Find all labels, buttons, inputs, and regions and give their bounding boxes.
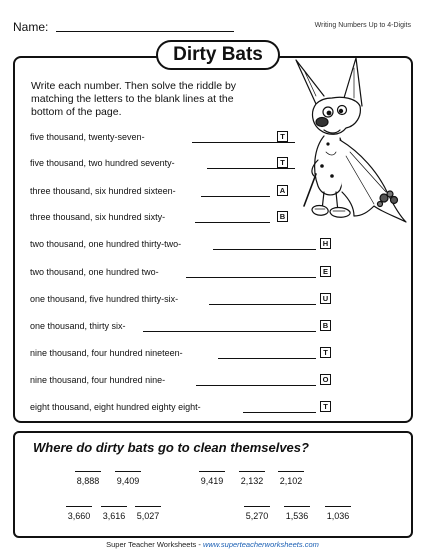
problem-text: five thousand, two hundred seventy- xyxy=(30,158,175,168)
answer-blank[interactable] xyxy=(243,412,316,413)
answer-number: 1,536 xyxy=(285,511,309,521)
answer-blank[interactable] xyxy=(192,142,295,143)
problem-text: nine thousand, four hundred nine- xyxy=(30,375,166,385)
answer-number: 2,132 xyxy=(240,476,264,486)
riddle-answer-slot[interactable] xyxy=(275,471,307,486)
riddle-answer-slot[interactable] xyxy=(112,471,144,486)
answer-line xyxy=(278,471,304,472)
answer-line xyxy=(239,471,265,472)
letter-box: H xyxy=(320,238,331,249)
problem-text: three thousand, six hundred sixteen- xyxy=(30,186,176,196)
riddle-answer-slot[interactable] xyxy=(322,506,354,521)
problem-text: two thousand, one hundred thirty-two- xyxy=(30,239,182,249)
answer-line xyxy=(101,506,127,507)
answer-blank[interactable] xyxy=(186,277,316,278)
footer-separator: - xyxy=(196,540,203,549)
answer-line xyxy=(325,506,351,507)
answer-blank[interactable] xyxy=(218,358,316,359)
footer xyxy=(0,540,425,549)
problem-text: five thousand, twenty-seven- xyxy=(30,132,145,142)
letter-box: B xyxy=(277,211,288,222)
answer-number: 3,660 xyxy=(67,511,91,521)
answer-line xyxy=(199,471,225,472)
riddle-answer-slot[interactable] xyxy=(236,471,268,486)
problem-text: two thousand, one hundred two- xyxy=(30,267,159,277)
problem-text: nine thousand, four hundred nineteen- xyxy=(30,348,183,358)
answer-number: 9,409 xyxy=(116,476,140,486)
letter-box: O xyxy=(320,374,331,385)
problem-text: three thousand, six hundred sixty- xyxy=(30,212,166,222)
letter-box: B xyxy=(320,320,331,331)
worksheet-title: Dirty Bats xyxy=(156,40,280,70)
problem-text: one thousand, five hundred thirty-six- xyxy=(30,294,179,304)
answer-line xyxy=(66,506,92,507)
answer-number: 5,270 xyxy=(245,511,269,521)
answer-line xyxy=(135,506,161,507)
answer-number: 1,036 xyxy=(326,511,350,521)
answer-number: 8,888 xyxy=(76,476,100,486)
riddle-answer-slot[interactable] xyxy=(132,506,164,521)
riddle-answer-slot[interactable] xyxy=(281,506,313,521)
answer-blank[interactable] xyxy=(143,331,316,332)
answer-line xyxy=(244,506,270,507)
answer-number: 5,027 xyxy=(136,511,160,521)
answer-line xyxy=(115,471,141,472)
riddle-answer-slot[interactable] xyxy=(196,471,228,486)
bat-illustration xyxy=(282,56,410,234)
letter-box: T xyxy=(320,401,331,412)
answer-blank[interactable] xyxy=(195,222,270,223)
letter-box: E xyxy=(320,266,331,277)
answer-blank[interactable] xyxy=(201,196,270,197)
footer-link[interactable]: www.superteacherworksheets.com xyxy=(202,540,319,549)
answer-line xyxy=(75,471,101,472)
name-label: Name: xyxy=(13,20,49,34)
answer-blank[interactable] xyxy=(213,249,316,250)
letter-box: T xyxy=(320,347,331,358)
problem-text: eight thousand, eight hundred eighty eight- xyxy=(30,402,201,412)
riddle-answer-slot[interactable] xyxy=(98,506,130,521)
answer-number: 2,102 xyxy=(279,476,303,486)
letter-box: T xyxy=(277,157,288,168)
instructions: Write each number. Then solve the riddle by matching the letters to the blank lines at the bottom of the page. xyxy=(31,80,237,118)
riddle-answer-slot[interactable] xyxy=(241,506,273,521)
letter-box: U xyxy=(320,293,331,304)
answer-number: 3,616 xyxy=(102,511,126,521)
answer-blank[interactable] xyxy=(196,385,316,386)
name-field-line[interactable] xyxy=(56,31,234,32)
answer-number: 9,419 xyxy=(200,476,224,486)
problem-text: one thousand, thirty six- xyxy=(30,321,126,331)
letter-box: A xyxy=(277,185,288,196)
answer-blank[interactable] xyxy=(209,304,316,305)
footer-brand: Super Teacher Worksheets xyxy=(106,540,197,549)
worksheet-subtitle: Writing Numbers Up to 4-Digits xyxy=(314,22,411,29)
riddle-answer-slot[interactable] xyxy=(63,506,95,521)
answer-line xyxy=(284,506,310,507)
riddle-answer-slot[interactable] xyxy=(72,471,104,486)
riddle-question: Where do dirty bats go to clean themselves? xyxy=(33,440,309,455)
letter-box: T xyxy=(277,131,288,142)
